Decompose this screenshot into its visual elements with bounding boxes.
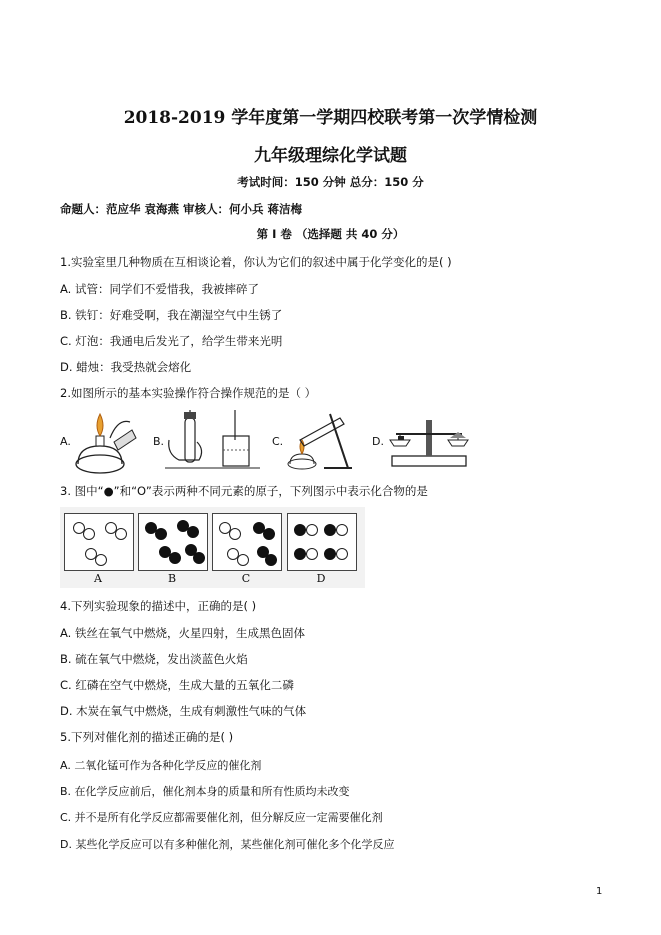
black-atom (193, 552, 205, 564)
white-atom (229, 528, 241, 540)
black-atom (324, 524, 336, 536)
alcohol-lamp-lighting-illustration (70, 408, 140, 476)
white-atom (336, 524, 348, 536)
question-4-option-a: A. 铁丝在氧气中燃烧，火星四射，生成黑色固体 (60, 626, 305, 640)
molecule-label-d: D (316, 572, 326, 585)
molecule-label-a: A (94, 572, 102, 585)
black-atom (155, 528, 167, 540)
question-3-stem: 3. 图中“●”和“O”表示两种不同元素的原子，下列图示中表示化合物的是 (60, 484, 428, 498)
question-2-label-b: B. (153, 435, 165, 448)
white-atom (237, 554, 249, 566)
question-2-label-a: A. (60, 435, 71, 448)
molecule-box-c (212, 513, 282, 571)
question-1-option-c: C. 灯泡：我通电后发光了，给学生带来光明 (60, 334, 283, 348)
question-1-option-d: D. 蜡烛：我受热就会熔化 (60, 360, 192, 374)
molecule-label-b: B (167, 572, 177, 585)
white-atom (306, 548, 318, 560)
question-5-option-c: C. 并不是所有化学反应都需要催化剂，但分解反应一定需要催化剂 (60, 811, 383, 824)
white-atom (336, 548, 348, 560)
test-tube-heating-illustration (284, 410, 354, 472)
question-2-stem: 2.如图所示的基本实验操作符合操作规范的是（ ） (60, 386, 317, 400)
black-atom (294, 548, 306, 560)
exam-info: 考试时间：150 分钟 总分：150 分 (237, 175, 424, 189)
question-4-option-c: C. 红磷在空气中燃烧，生成大量的五氧化二磷 (60, 678, 294, 692)
section-heading: 第 I 卷 （选择题 共 40 分） (256, 227, 405, 241)
exam-subtitle: 九年级理综化学试题 (254, 146, 407, 166)
black-atom (294, 524, 306, 536)
black-atom (324, 548, 336, 560)
gas-tightness-check-illustration (165, 410, 260, 472)
black-atom (187, 526, 199, 538)
molecule-box-b (138, 513, 208, 571)
question-5-option-b: B. 在化学反应前后，催化剂本身的质量和所有性质均未改变 (60, 785, 350, 798)
black-atom (169, 552, 181, 564)
question-2-label-c: C. (272, 435, 284, 448)
question-1-option-b: B. 铁钉：好难受啊，我在潮湿空气中生锈了 (60, 308, 283, 322)
page-number: 1 (596, 886, 603, 897)
molecule-label-c: C (241, 572, 251, 585)
balance-weighing-illustration (386, 410, 472, 472)
question-2-label-d: D. (372, 435, 384, 448)
question-4-option-d: D. 木炭在氧气中燃烧，生成有刺激性气味的气体 (60, 704, 307, 718)
molecule-box-d (287, 513, 357, 571)
white-atom (95, 554, 107, 566)
molecule-box-a (64, 513, 134, 571)
question-5-option-a: A. 二氧化锰可作为各种化学反应的催化剂 (60, 759, 262, 772)
question-1-option-a: A. 试管：同学们不爱惜我，我被摔碎了 (60, 282, 259, 296)
white-atom (306, 524, 318, 536)
question-5-stem: 5.下列对催化剂的描述正确的是( ) (60, 730, 234, 744)
black-atom (263, 528, 275, 540)
question-4-option-b: B. 硫在氧气中燃烧，发出淡蓝色火焰 (60, 652, 248, 666)
black-atom (265, 554, 277, 566)
authors-line: 命题人：范应华 袁海燕 审核人：何小兵 蒋洁梅 (60, 202, 303, 216)
exam-title: 2018-2019 学年度第一学期四校联考第一次学情检测 (123, 108, 538, 128)
question-1-stem: 1.实验室里几种物质在互相谈论着，你认为它们的叙述中属于化学变化的是( ) (60, 255, 452, 269)
question-5-option-d: D. 某些化学反应可以有多种催化剂，某些催化剂可催化多个化学反应 (60, 838, 395, 851)
white-atom (83, 528, 95, 540)
question-4-stem: 4.下列实验现象的描述中，正确的是( ) (60, 599, 257, 613)
white-atom (115, 528, 127, 540)
